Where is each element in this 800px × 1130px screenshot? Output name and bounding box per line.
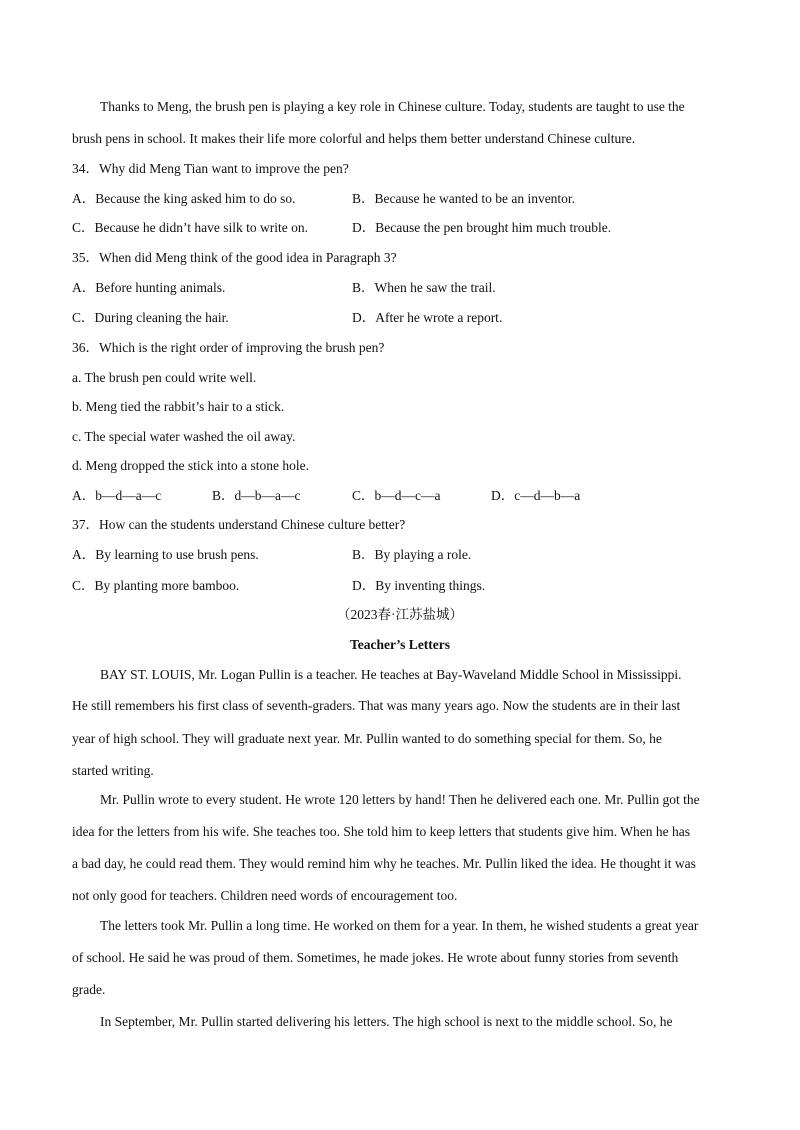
question-34-option-a: A．Because the king asked him to do so. (72, 191, 296, 206)
question-35-stem: 35．When did Meng think of the good idea in Paragraph 3? (72, 250, 397, 265)
question-35-option-b: B．When he saw the trail. (352, 280, 496, 295)
intro-line-1: Thanks to Meng, the brush pen is playing a key role in Chinese culture. Today, students are taught to use the (100, 99, 685, 114)
question-36-item-d: d. Meng dropped the stick into a stone hole. (72, 458, 309, 473)
question-36-item-b: b. Meng tied the rabbit’s hair to a stick. (72, 399, 285, 414)
question-36-stem: 36．Which is the right order of improving the brush pen? (72, 340, 385, 355)
question-36-option-c: C．b—d—c—a (352, 488, 441, 503)
article-title: Teacher’s Letters (349, 637, 451, 652)
question-35-option-a: A．Before hunting animals. (72, 280, 226, 295)
p3-line-1: The letters took Mr. Pullin a long time. He worked on them for a year. In them, he wished students a great year (100, 918, 699, 933)
p2-line-1: Mr. Pullin wrote to every student. He wrote 120 letters by hand! Then he delivered each one. Mr. Pullin got the (100, 792, 700, 807)
question-35-option-c: C．During cleaning the hair. (72, 310, 229, 325)
question-37-option-a: A．By learning to use brush pens. (72, 547, 259, 562)
p1-line-1: BAY ST. LOUIS, Mr. Logan Pullin is a teacher. He teaches at Bay-Waveland Middle School in Mississippi. (100, 667, 682, 682)
question-37-stem: 37．How can the students understand Chinese culture better? (72, 517, 406, 532)
p3-line-3: grade. (72, 982, 106, 997)
question-36-option-d: D．c—d—b—a (491, 488, 581, 503)
p1-line-4: started writing. (72, 763, 154, 778)
question-37-option-d: D．By inventing things. (352, 578, 486, 593)
p4-line-1: In September, Mr. Pullin started delivering his letters. The high school is next to the middle school. So, he (100, 1014, 673, 1029)
question-34-option-b: B．Because he wanted to be an inventor. (352, 191, 576, 206)
p2-line-2: idea for the letters from his wife. She teaches too. She told him to keep letters that students give him. When he has (72, 824, 690, 839)
question-34-option-c: C．Because he didn’t have silk to write on. (72, 220, 308, 235)
source-note: （2023春·江苏盐城） (337, 607, 463, 622)
question-36-item-c: c. The special water washed the oil away. (72, 429, 296, 444)
p2-line-4: not only good for teachers. Children need words of encouragement too. (72, 888, 458, 903)
p1-line-3: year of high school. They will graduate next year. Mr. Pullin wanted to do something special for them. So, he (72, 731, 662, 746)
question-37-option-c: C．By planting more bamboo. (72, 578, 240, 593)
question-36-option-b: B．d—b—a—c (212, 488, 301, 503)
p3-line-2: of school. He said he was proud of them. Sometimes, he made jokes. He wrote about funny stories from seventh (72, 950, 679, 965)
intro-line-2: brush pens in school. It makes their life more colorful and helps them better understand Chinese culture. (72, 131, 636, 146)
question-34-stem: 34．Why did Meng Tian want to improve the pen? (72, 161, 349, 176)
question-35-option-d: D．After he wrote a report. (352, 310, 503, 325)
question-37-option-b: B．By playing a role. (352, 547, 472, 562)
question-36-item-a: a. The brush pen could write well. (72, 370, 257, 385)
question-34-option-d: D．Because the pen brought him much trouble. (352, 220, 612, 235)
p2-line-3: a bad day, he could read them. They would remind him why he teaches. Mr. Pullin liked the idea. He thought it was (72, 856, 696, 871)
question-36-option-a: A．b—d—a—c (72, 488, 162, 503)
p1-line-2: He still remembers his first class of seventh-graders. That was many years ago. Now the students are in their last (72, 698, 681, 713)
